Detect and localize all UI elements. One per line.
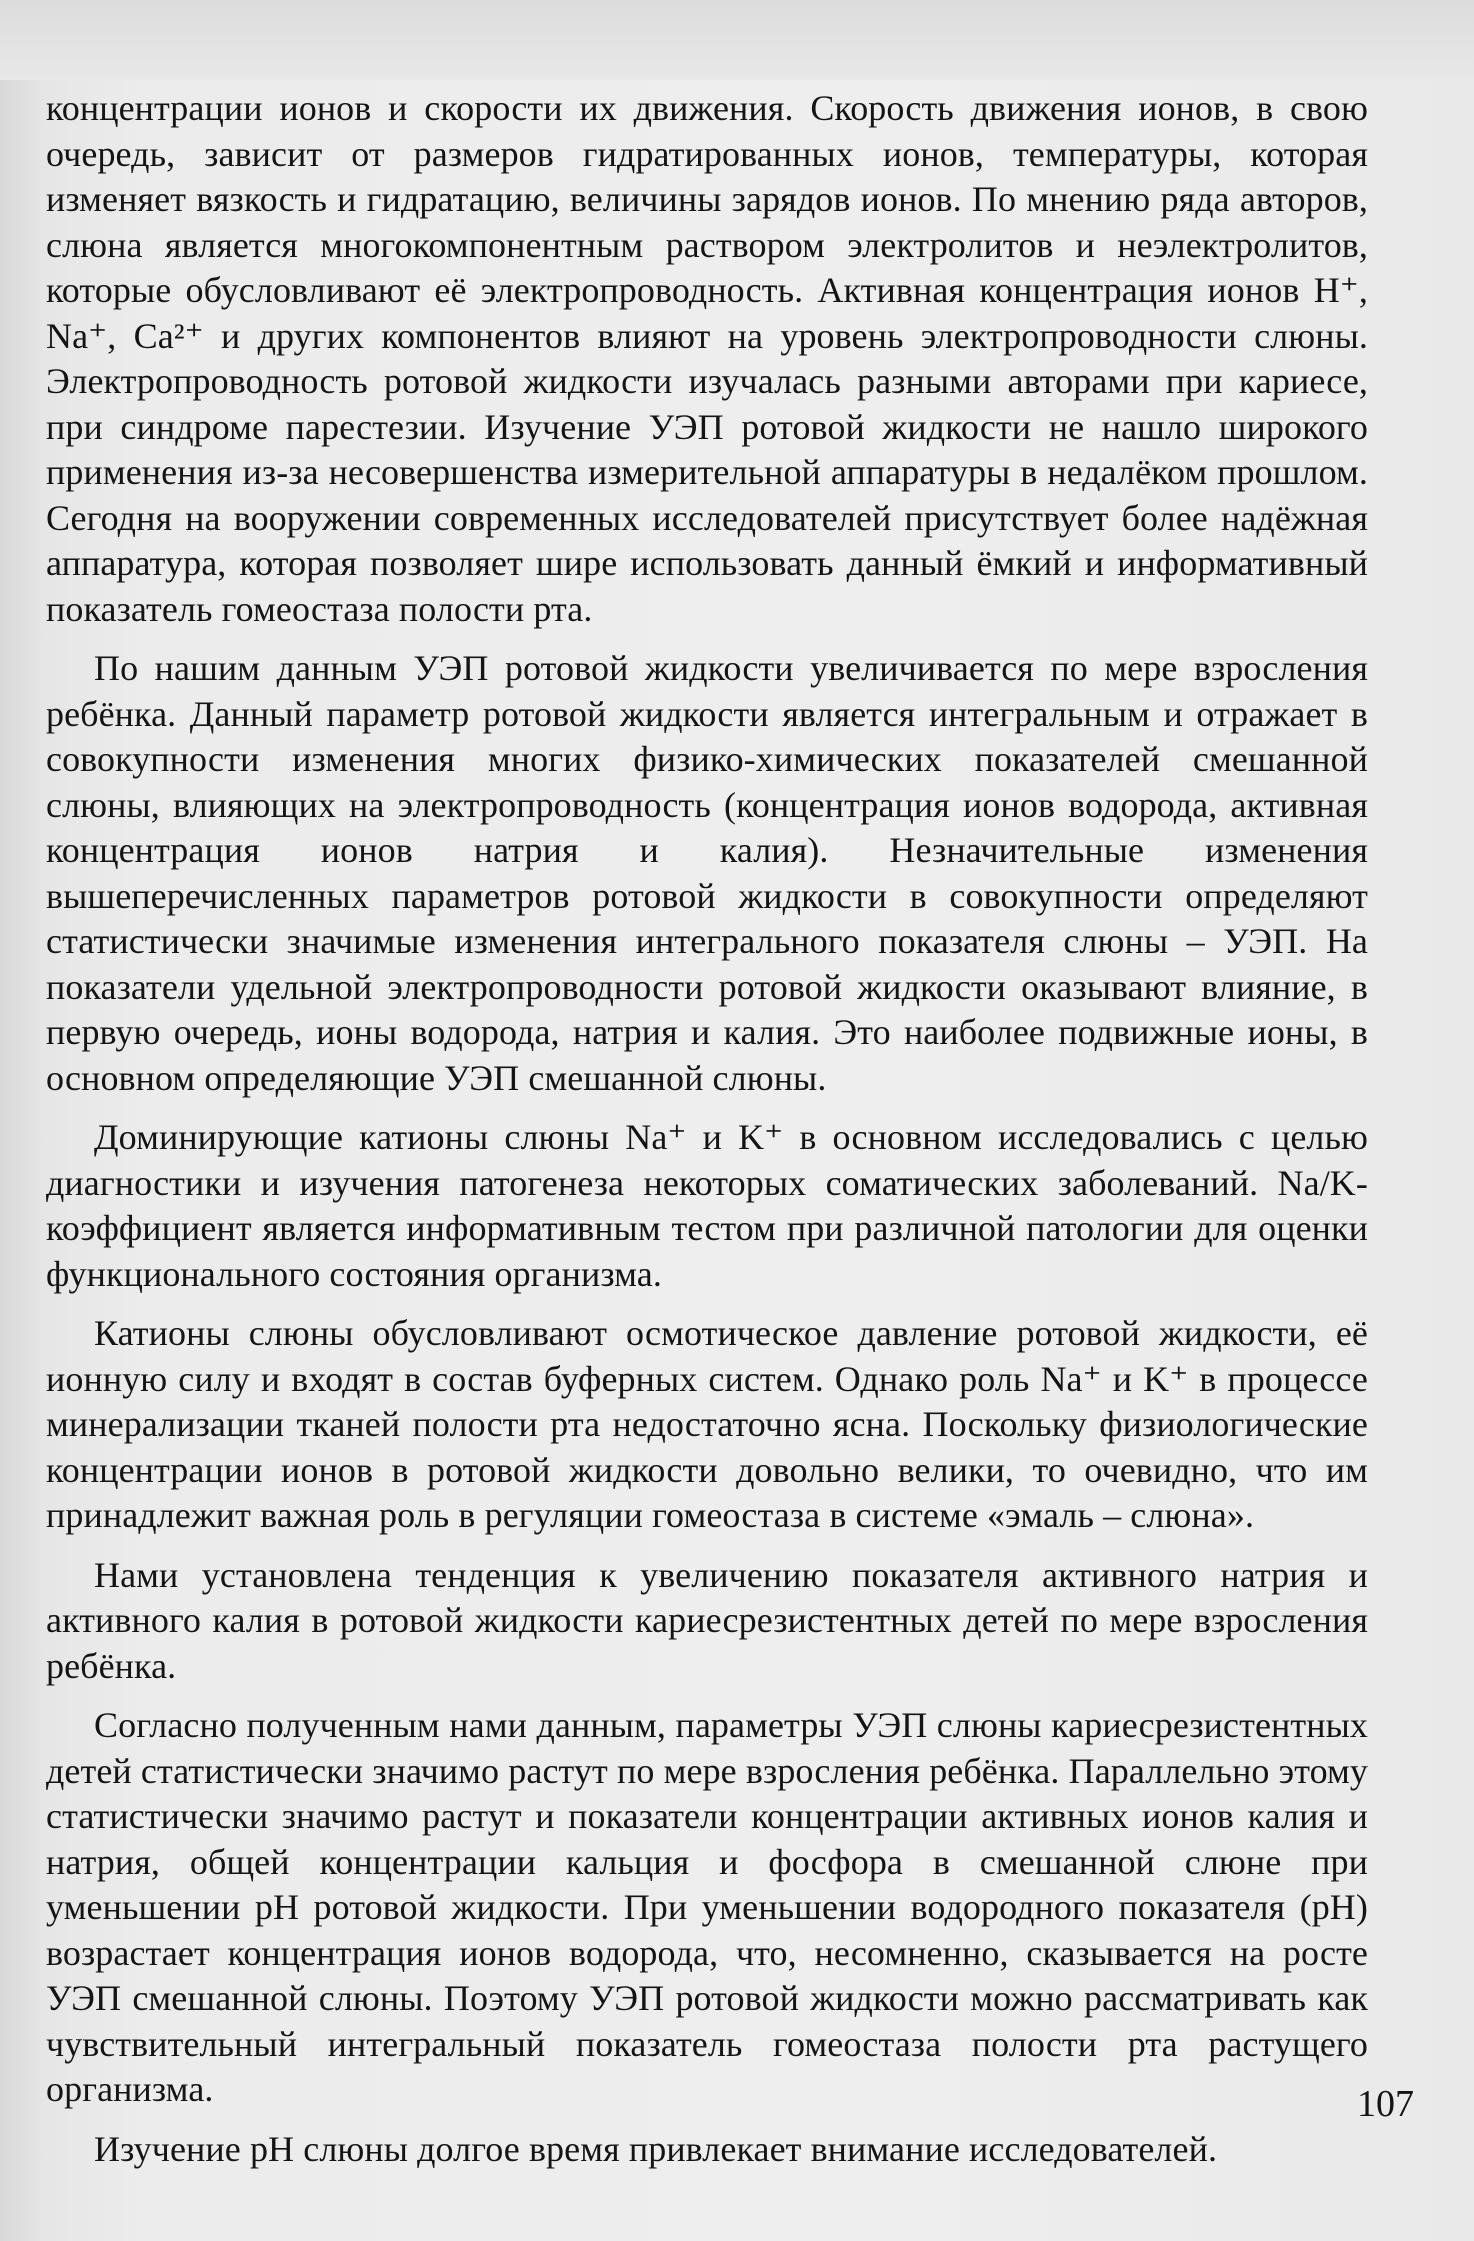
body-text	[46, 86, 1368, 2186]
page-number: 107	[1357, 2083, 1414, 2125]
paragraph: По нашим данным УЭП ротовой жидкости увеличивается по мере взросления ребёнка. Данный параметр ротовой жидкости является интегральным и отражает в совокупности изменения многих физико-химических показателей смешанной слюны, влияющих на электропроводность (концентрация ионов водорода, активная концентрация ионов натрия и калия). Незначительные изменения вышеперечисленных параметров ротовой жидкости в совокупности определяют статистически значимые изменения интегрального показателя слюны – УЭП. На показатели удельной электропроводности ротовой жидкости оказывают влияние, в первую очередь, ионы водорода, натрия и калия. Это наиболее подвижные ионы, в основном определяющие УЭП смешанной слюны.	[46, 648, 1368, 1098]
paragraph: Катионы слюны обусловливают осмотическое давление ротовой жидкости, её ионную силу и входят в состав буферных систем. Однако роль Na⁺ и K⁺ в процессе минерализации тканей полости рта недостаточно ясна. Поскольку физиологические концентрации ионов в ротовой жидкости довольно велики, то очевидно, что им принадлежит важная роль в регуляции гомеостаза в системе «эмаль – слюна».	[46, 1313, 1368, 1535]
paragraph: Изучение pH слюны долгое время привлекает внимание исследователей.	[94, 2128, 1218, 2169]
previous-page-bleed-through	[0, 0, 1474, 80]
paragraph: концентрации ионов и скорости их движения. Скорость движения ионов, в свою очередь, зависит от размеров гидратированных ионов, температуры, которая изменяет вязкость и гидратацию, величины зарядов ионов. По мнению ряда авторов, слюна является многокомпонентным раствором электролитов и неэлектролитов, которые обусловливают её электропроводность. Активная концентрация ионов H⁺, Na⁺, Ca²⁺ и других компонентов влияют на уровень электропроводности слюны. Электропроводность ротовой жидкости изучалась разными авторами при кариесе, при синдроме парестезии. Изучение УЭП ротовой жидкости не нашло широкого применения из-за несовершенства измерительной аппаратуры в недалёком прошлом. Сегодня на вооружении современных исследователей присутствует более надёжная аппаратура, которая позволяет шире использовать данный ёмкий и информативный показатель гомеостаза полости рта.	[46, 88, 1368, 629]
paragraph: Согласно полученным нами данным, параметры УЭП слюны кариесрезистентных детей статистически значимо растут по мере взросления ребёнка. Параллельно этому статистически значимо растут и показатели концентрации активных ионов калия и натрия, общей концентрации кальция и фосфора в смешанной слюне при уменьшении pH ротовой жидкости. При уменьшении водородного показателя (pH) возрастает концентрация ионов водорода, что, несомненно, сказывается на росте УЭП смешанной слюны. Поэтому УЭП ротовой жидкости можно рассматривать как чувствительный интегральный показатель гомеостаза полости рта растущего организма.	[46, 1705, 1368, 2109]
paragraph: Нами установлена тенденция к увеличению показателя активного натрия и активного калия в ротовой жидкости кариесрезистентных детей по мере взросления ребёнка.	[46, 1554, 1368, 1686]
paragraph: Доминирующие катионы слюны Na⁺ и K⁺ в основном исследовались с целью диагностики и изучения патогенеза некоторых соматических заболеваний. Na/K-коэффициент является информативным тестом при различной патологии для оценки функционального состояния организма.	[46, 1117, 1368, 1294]
